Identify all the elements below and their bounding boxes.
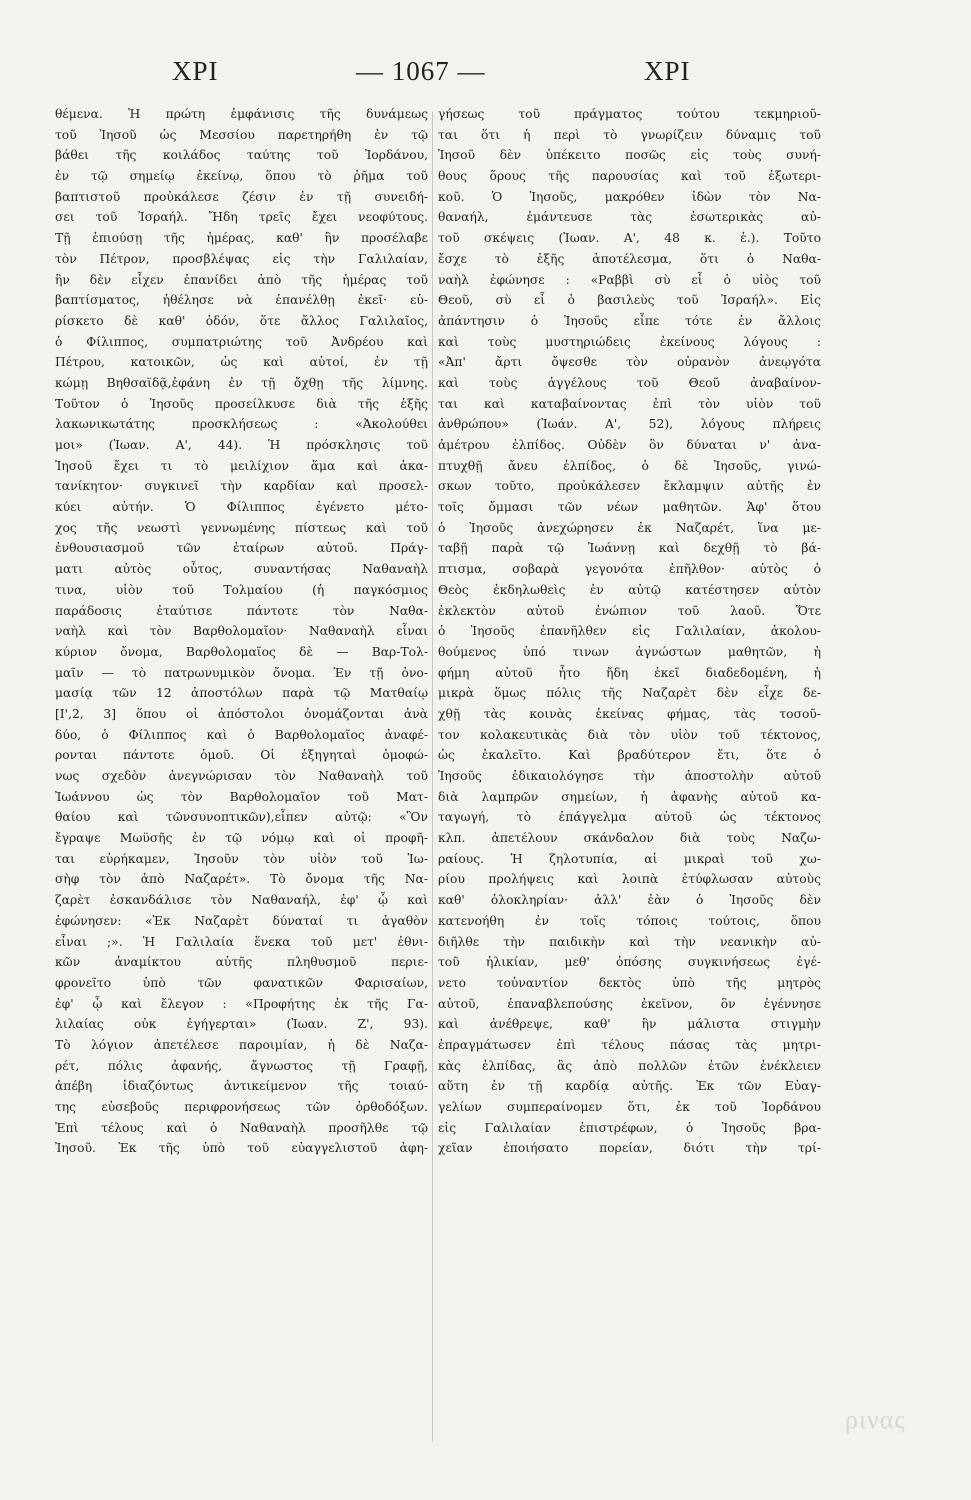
text-line: κύριον ὄνομα, Βαρθολομαῖος δὲ — Βαρ-Τολ- [55, 644, 428, 659]
text-line: ἔσχε τὸ ἑξῆς ἀποτέλεσμα, ὅτι ὁ Ναθα- [438, 251, 821, 266]
text-line: κοῦ. Ὁ Ἰησοῦς, μακρόθεν ἰδὼν τὸν Να- [438, 189, 821, 204]
text-line: ρονται πάντοτε ὁμοῦ. Οἱ ἐξηγηταὶ ὁμοφώ- [55, 748, 428, 763]
text-line: εἶναι ;». Ἡ Γαλιλαία ἕνεκα τοῦ μετ' ἐθνι- [55, 934, 428, 949]
text-line: καὶ τοὺς μυστηριώδεις ἐκείνους λόγους : [438, 334, 821, 349]
text-line: Ἰωάννου ὡς τὸν Βαρθολομαῖον τοῦ Ματ- [55, 789, 428, 804]
text-line: λιλαίας οὐκ ἐγήγερται» (Ἰωαν. Ζ', 93). [55, 1017, 428, 1032]
text-line: μοι» (Ἰωαν. Α', 44). Ἡ πρόσκλησις τοῦ [55, 438, 428, 452]
left-text-column [55, 104, 428, 1159]
text-line: ται ὅτι ἡ περὶ τὸ γνωρίζειν δύναμις τοῦ [438, 127, 821, 142]
text-line: νως σχεδὸν ἀνεγνώρισαν τὸν Ναθαναὴλ τοῦ [55, 769, 428, 783]
text-line: ἐνθουσιασμοῦ τῶν ἑταίρων αὐτοῦ. Πράγ- [55, 541, 428, 556]
text-line: θαναήλ, ἐμάντευσε τὰς ἐσωτερικὰς αὐ- [438, 210, 821, 225]
text-line: ζαρὲτ ἐσκανδάλισε τὸν Ναθαναήλ, ἐφ' ᾧ καὶ [55, 893, 428, 908]
text-line: Ἰησοῦς ἐδικαιολόγησε τὴν ἀποστολὴν αὐτοῦ [438, 769, 821, 783]
text-line: καὶ τοὺς ἀγγέλους τοῦ Θεοῦ ἀναβαίνον- [438, 375, 821, 390]
text-line: τοῦ ἡλικίαν, μεθ' ὁπόσης συγκινήσεως ἐγέ- [438, 955, 821, 970]
text-line: αὕτη ἐν τῇ καρδίᾳ αὐτῆς. Ἐκ τῶν Εὐαγ- [438, 1079, 821, 1094]
text-line: Ἰησοῦ. Ἐκ τῆς ὑπὸ τοῦ εὐαγγελιστοῦ ἀφη- [55, 1141, 428, 1156]
column-divider [432, 112, 433, 1442]
text-line: τὸν Πέτρον, προσβλέψας εἰς τὴν Γαλιλαίαν, [55, 251, 428, 266]
text-line: μικρὰ ὅμως πόλις τῆς Ναζαρὲτ δὲν εἶχε δε- [438, 686, 821, 701]
text-line: βαπτίσματος, ἠθέλησε νὰ ἐπανέλθῃ ἐκεῖ· εὑ- [55, 293, 428, 308]
text-line: ἐπραγμάτωσεν ἐπὶ τέλους πάσας τὰς μητρι- [438, 1037, 821, 1052]
text-line: φρονεῖτο ὑπὸ τῶν φανατικῶν Φαρισαίων, [55, 975, 428, 990]
text-line: ναὴλ καὶ τὸν Βαρθολομαῖον· Ναθαναὴλ εἶναι [55, 624, 428, 639]
text-line: κώμῃ Βηθσαϊδᾷ,ἐφάνη ἐν τῇ ὄχθῃ τῆς λίμνης. [55, 375, 428, 390]
text-line: κὰς ἐλπίδας, ἃς ἀπὸ πολλῶν ἐτῶν ἐνέκλειεν [438, 1058, 821, 1073]
text-line: εἰς Γαλιλαίαν ἐπιστρέφων, ὁ Ἰησοῦς βρα- [438, 1120, 821, 1135]
text-line: χεῖαν ἐποιήσατο πορείαν, διότι τὴν τρί- [438, 1141, 821, 1156]
text-line: παράδοσις ἐταύτισε πάντοτε τὸν Ναθα- [55, 603, 428, 618]
text-line: λακωνικωτάτης προσκλήσεως : «Ἀκολούθει [55, 417, 428, 432]
text-line: διῆλθε τὴν παιδικὴν καὶ τὴν νεανικὴν αὐ- [438, 934, 821, 949]
text-line: [Ι',2, 3] ὅπου οἱ ἀπόστολοι ὀνομάζονται ἀνὰ [55, 706, 428, 721]
text-line: βάθει τῆς κοιλάδος ταύτης τοῦ Ἰορδάνου, [55, 148, 428, 163]
text-line: καθ' ὁλοκληρίαν· ἀλλ' ἐὰν ὁ Ἰησοῦς δὲν [438, 893, 821, 908]
text-line: κατενοήθη ἐν τοῖς τόποις τούτοις, ὅπου [438, 913, 821, 928]
text-line: Ἰησοῦ ἔχει τι τὸ μειλίχιον ἅμα καὶ ἀκα- [55, 458, 428, 473]
text-line: διὰ λαμπρῶν σημείων, ἡ ἀφανὴς αὐτοῦ κα- [438, 789, 821, 804]
text-line: ναὴλ ἐφώνησε : «Ραββὶ σὺ εἶ ὁ υἱὸς τοῦ [438, 272, 821, 287]
text-line: σὴφ τὸν ἀπὸ Ναζαρέτ». Τὸ ὄνομα τῆς Να- [55, 872, 428, 887]
text-line: τον κολακευτικὰς διὰ τὸν υἱὸν τοῦ τέκτονος, [438, 727, 821, 742]
text-line: σκων τοῦτο, προὐκάλεσεν ἔκλαμψιν αὐτῆς ἐν [438, 479, 821, 494]
text-line: ὁ Φίλιππος, συμπατριώτης τοῦ Ἀνδρέου καὶ [55, 334, 428, 349]
text-line: τινα, υἱὸν τοῦ Τολμαίου (ἡ παγκόσμιος [55, 582, 428, 597]
text-line: τανίκητον· συγκινεῖ τὴν καρδίαν καὶ προσελ- [55, 479, 428, 494]
text-line: Τῇ ἐπιούσῃ τῆς ἡμέρας, καθ' ἣν προσέλαβε [55, 231, 428, 246]
text-line: ρέτ, πόλις ἀφανής, ἄγνωστος τῇ Γραφῇ, [55, 1058, 428, 1073]
text-line: βαπτιστοῦ προὐκάλεσε ζέσιν ἐν τῇ συνειδή- [55, 189, 428, 204]
text-line: ματι αὐτὸς οὗτος, συναντήσας Ναθαναὴλ [55, 562, 428, 577]
text-line: θέμενα. Ἡ πρώτη ἐμφάνισις τῆς δυνάμεως [55, 107, 428, 121]
text-line: ἀνθρώπου» (Ἰωάν. Α', 52), λόγους πλήρεις [438, 417, 821, 432]
text-line: χος τῆς νεωστὶ γεννωμένης πίστεως καὶ τοῦ [55, 520, 428, 535]
text-line: τοῖς ὄμμασι τῶν νέων μαθητῶν. Ἀφ' ὅτου [438, 500, 821, 515]
text-line: ρίου προλήψεις καὶ λοιπὰ ἐτύφλωσαν αὐτοὺς [438, 872, 821, 887]
text-line: «Ἀπ' ἄρτι ὄψεσθε τὸν οὐρανὸν ἀνεῳγότα [438, 355, 821, 370]
text-line: ται εὑρήκαμεν, Ἰησοῦν τὸν υἱὸν τοῦ Ἰω- [55, 851, 428, 866]
text-line: ἐκλεκτὸν αὐτοῦ ἐνώπιον τοῦ λαοῦ. Ὅτε [438, 603, 821, 618]
text-line: ἐν τῷ σημείῳ ἐκείνῳ, ὅπου τὸ ῥῆμα τοῦ [55, 169, 428, 184]
text-line: αὐτοῦ, ἐπαναβλεπούσης ἐκεῖνον, ὃν ἐγέννησε [438, 996, 821, 1011]
text-line: πτυχθῇ ἄνευ ἐλπίδος, ὁ δὲ Ἰησοῦς, γινώ- [438, 458, 821, 473]
text-line: Πέτρου, κατοικῶν, ὡς καὶ αὐτοί, ἐν τῇ [55, 355, 428, 370]
text-line: ἀμέτρου ἐλπίδος. Οὐδὲν ὃν δύναται ν' ἀνα- [438, 438, 821, 452]
text-line: θούμενος ὑπό τινων ἀγνώστων μαθητῶν, ἡ [438, 644, 821, 659]
text-line: Ἐπὶ τέλους καὶ ὁ Ναθαναὴλ προσῆλθε τῷ [55, 1120, 428, 1135]
text-line: ται καὶ καταβαίνοντας ἐπὶ τὸν υἱὸν τοῦ [438, 396, 821, 411]
page-header [0, 56, 971, 96]
text-line: θαίου καὶ τῶνσυνοπτικῶν),εἶπεν αὐτῷ: «Ὃν [55, 810, 428, 825]
text-line: ἣν δὲν εἶχεν ἐπανίδει ἀπὸ τῆς ἡμέρας τοῦ [55, 272, 428, 287]
bleed-through-text: ρινας [845, 1405, 906, 1434]
text-line: γήσεως τοῦ πράγματος τούτου τεκμηριοῦ- [438, 107, 821, 121]
text-line: ἀπάντησιν ὁ Ἰησοῦς εἶπε τότε ἐν ἄλλοις [438, 313, 821, 328]
text-line: ὁ Ἰησοῦς ἐπανῆλθεν εἰς Γαλιλαίαν, ἀκολου- [438, 624, 821, 639]
text-line: πτισμα, σοβαρὰ γεγονότα ἐπῆλθον· αὐτὸς ὁ [438, 562, 821, 577]
page-number: — 1067 — [356, 56, 486, 86]
text-line: Ἰησοῦ δὲν ὑπέκειτο ποσῶς εἰς τοὺς συνή- [438, 148, 821, 163]
text-line: Τοῦτον ὁ Ἰησοῦς προσείλκυσε διὰ τῆς ἑξῆς [55, 396, 428, 411]
text-line: γελίων συμπεραίνομεν ὅτι, ἐκ τοῦ Ἰορδάνου [438, 1100, 821, 1114]
text-line: φήμη αὐτοῦ ἦτο ἤδη ἐκεῖ διαδεδομένη, ἡ [438, 665, 821, 680]
text-line: κῶν ἀναμίκτου αὐτῆς πληθυσμοῦ περιε- [55, 955, 428, 970]
text-line: Θεὸς ἐκδηλωθεὶς ἐν αὐτῷ κατέστησεν αὐτὸν [438, 582, 821, 597]
text-line: καὶ ἀνέθρεψε, καθ' ἣν μάλιστα στιγμὴν [438, 1017, 821, 1032]
text-line: ρίσκετο δὲ καθ' ὁδόν, ὅτε ἄλλος Γαλιλαῖος, [55, 313, 428, 328]
text-line: ἐφώνησεν: «Ἐκ Ναζαρὲτ δύναταί τι ἀγαθὸν [55, 913, 428, 928]
text-line: μαῖν — τὸ πατρωνυμικὸν ὄνομα. Ἐν τῇ ὀνο- [55, 665, 428, 680]
text-line: ἐφ' ᾧ καὶ ἔλεγον : «Προφήτης ἐκ τῆς Γα- [55, 996, 428, 1011]
text-line: Τὸ λόγιον ἀπετέλεσε παροιμίαν, ἡ δὲ Ναζα- [55, 1037, 428, 1052]
text-line: μασίᾳ τῶν 12 ἀποστόλων παρὰ τῷ Ματθαίῳ [55, 686, 428, 701]
text-line: Θεοῦ, σὺ εἶ ὁ βασιλεὺς τοῦ Ἰσραήλ». Εἰς [438, 293, 821, 308]
text-line: ὁ Ἰησοῦς ἀνεχώρησεν ἐκ Ναζαρέτ, ἵνα με- [438, 520, 821, 535]
text-line: της εὐσεβοῦς περιφρονήσεως τῶν ὀρθοδόξων. [55, 1100, 428, 1114]
running-head-right: ΧΡΙ [644, 56, 691, 86]
text-line: νετο τοὐναντίον δεκτὸς ὑπὸ τῆς μητρὸς [438, 975, 821, 990]
running-head-left: ΧΡΙ [172, 56, 219, 86]
text-line: σει τοῦ Ἰσραήλ. Ἤδη τρεῖς ἔχει νεοφύτους. [55, 210, 428, 225]
right-text-column [438, 104, 821, 1159]
text-line: ἔγραψε Μωϋσῆς ἐν τῷ νόμῳ καὶ οἱ προφῆ- [55, 831, 428, 846]
text-line: ἀπέβη ἰδιαζόντως ἀντικείμενον τῆς τοιαύ- [55, 1079, 428, 1094]
text-line: ὡς ἐκαλεῖτο. Καὶ βραδύτερον ἔτι, ὅτε ὁ [438, 748, 821, 763]
text-line: ραίους. Ἡ ζηλοτυπία, αἱ μικραὶ τοῦ χω- [438, 851, 821, 866]
text-line: δύο, ὁ Φίλιππος καὶ ὁ Βαρθολομαῖος ἀναφέ- [55, 727, 428, 742]
text-line: κλπ. ἀπετέλουν σκάνδαλον διὰ τοὺς Ναζω- [438, 831, 821, 846]
text-line: κύει αὐτήν. Ὁ Φίλιππος ἐγένετο μέτο- [55, 500, 428, 515]
text-line: θους ὅρους τῆς παρουσίας καὶ τοῦ ἐξωτερι- [438, 169, 821, 184]
text-line: ταγωγή, τὸ ἐπάγγελμα αὐτοῦ ὡς τέκτονος [438, 810, 821, 825]
text-line: τοῦ Ἰησοῦ ὡς Μεσσίου παρετηρήθη ἐν τῷ [55, 127, 428, 142]
text-line: χθῇ τὰς κοινὰς ἐκείνας φήμας, τὰς τοσοῦ- [438, 706, 821, 721]
text-line: τοῦ σκέψεις (Ἰωαν. Α', 48 κ. ἑ.). Τοῦτο [438, 231, 821, 246]
text-line: ταβῇ παρὰ τῷ Ἰωάννῃ καὶ δεχθῇ τὸ βά- [438, 541, 821, 556]
